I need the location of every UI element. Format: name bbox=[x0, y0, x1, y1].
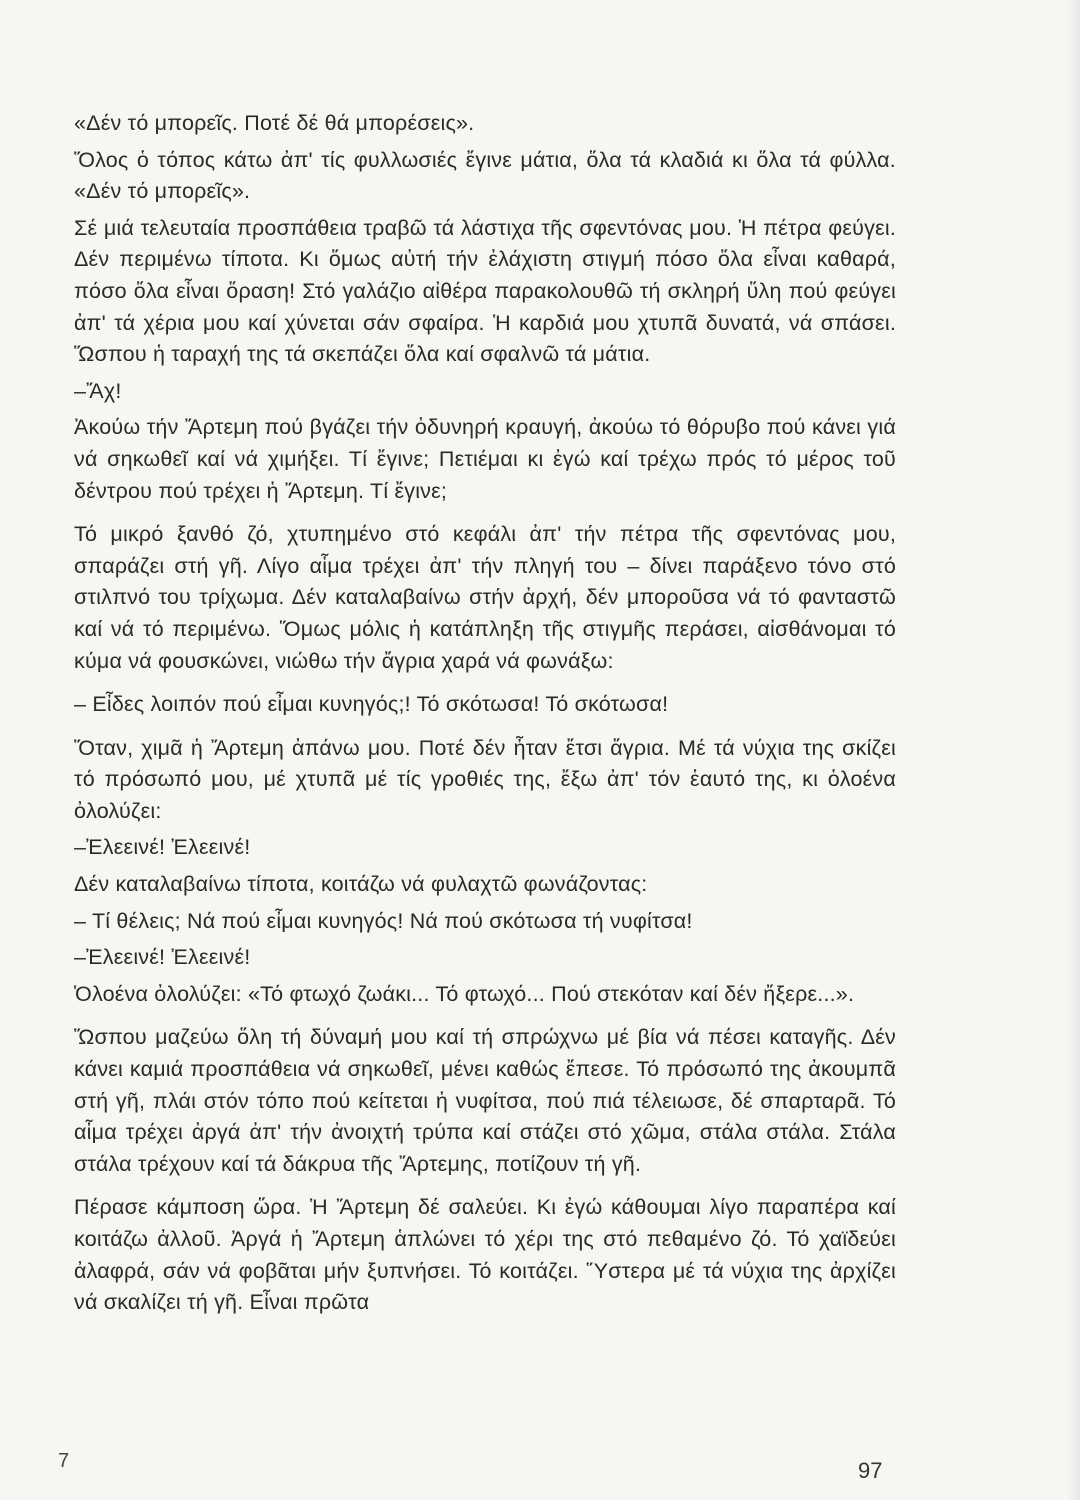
paragraph-3: Σέ μιά τελευταία προσπάθεια τραβῶ τά λάστιχα τῆς σφεντόνας μου. Ἡ πέτρα φεύγει. Δέν περιμένω τίποτα. Κι ὅμως αὐτή τήν ἐλάχιστη στιγμή πόσο ὅλα εἶναι καθαρά, πόσο ὅλα εἶναι ὅραση! Στό γαλάζιο αἰθέρα παρακολουθῶ τή σκληρή ὕλη πού φεύγει ἀπ' τά χέρια μου καί χύνεται σάν σφαίρα. Ἡ καρδιά μου χτυπᾶ δυνατά, νά σπάσει. Ὥσπου ἡ ταραχή της τά σκεπάζει ὅλα καί σφαλνῶ τά μάτια. bbox=[74, 215, 896, 367]
paragraph-11: – Τί θέλεις; Νά πού εἶμαι κυνηγός! Νά πού σκότωσα τή νυφίτσα! bbox=[74, 908, 693, 933]
paragraph-4: –Ἄχ! bbox=[74, 378, 122, 403]
paragraph-6: Τό μικρό ξανθό ζό, χτυπημένο στό κεφάλι ἀπ' τήν πέτρα τῆς σφεντόνας μου, σπαράζει στή γῆ. Λίγο αἷμα τρέχει ἀπ' τήν πληγή του – δίνει παράξενο τόνο στό στιλπνό του τρίχωμα. Δέν καταλαβαίνω στήν ἀρχή, δέν μποροῦσα νά τό φανταστῶ καί νά τό περιμένω. Ὅμως μόλις ἡ κατάπληξη τῆς στιγμῆς περάσει, αἰσθάνομαι τό κύμα νά φουσκώνει, νιώθω τήν ἄγρια χαρά νά φωνάξω: bbox=[74, 522, 896, 673]
paragraph-9: –Ἐλεεινέ! Ἐλεεινέ! bbox=[74, 835, 251, 860]
paragraph-5: Ἀκούω τήν Ἄρτεμη πού βγάζει τήν ὀδυνηρή κραυγή, ἀκούω τό θόρυβο πού κάνει γιά νά σηκωθεῖ καί νά χιμήξει. Τί ἔγινε; Πετιέμαι κι ἐγώ καί τρέχω πρός τό μέρος τοῦ δέντρου πού τρέχει ἡ Ἄρτεμη. Τί ἔγινε; bbox=[74, 415, 896, 503]
paragraph-8: Ὅταν, χιμᾶ ἡ Ἄρτεμη ἀπάνω μου. Ποτέ δέν ἦταν ἔτσι ἄγρια. Μέ τά νύχια της σκίζει τό πρόσωπό μου, μέ χτυπᾶ μέ τίς γροθιές της, ἔξω ἀπ' τόν ἑαυτό της, κι ὁλοένα ὀλολύζει: bbox=[74, 735, 896, 823]
paragraph-10: Δέν καταλαβαίνω τίποτα, κοιτάζω νά φυλαχτῶ φωνάζοντας: bbox=[74, 872, 648, 897]
paragraph-7: – Εἶδες λοιπόν πού εἶμαι κυνηγός;! Τό σκότωσα! Τό σκότωσα! bbox=[74, 692, 669, 717]
body-text bbox=[74, 108, 896, 1324]
paragraph-13: Ὁλοένα ὀλολύζει: «Τό φτωχό ζωάκι... Τό φτωχό... Πού στεκόταν καί δέν ἤξερε...». bbox=[74, 981, 855, 1006]
page-number: 97 bbox=[858, 1458, 883, 1483]
signature-mark: 7 bbox=[58, 1450, 70, 1472]
paragraph-14: Ὥσπου μαζεύω ὅλη τή δύναμή μου καί τή σπρώχνω μέ βία νά πέσει καταγῆς. Δέν κάνει καμιά προσπάθεια νά σηκωθεῖ, μένει καθώς ἔπεσε. Τό πρόσωπό της ἀκουμπᾶ στή γῆ, πλάι στόν τόπο πού κείτεται ἡ νυφίτσα, πού πιά τέλειωσε, δέ σπαρταρᾶ. Τό αἷμα τρέχει ἀργά ἀπ' τήν ἀνοιχτή τρύπα καί στάζει στό χῶμα, στάλα στάλα. Στάλα στάλα τρέχουν καί τά δάκρυα τῆς Ἄρτεμης, ποτίζουν τή γῆ. bbox=[74, 1025, 896, 1176]
paragraph-1: «Δέν τό μπορεῖς. Ποτέ δέ θά μπορέσεις». bbox=[74, 111, 475, 135]
paragraph-15: Πέρασε κάμποση ὥρα. Ἡ Ἄρτεμη δέ σαλεύει. Κι ἐγώ κάθουμαι λίγο παραπέρα καί κοιτάζω ἀλλοῦ. Ἀργά ἡ Ἄρτεμη ἁπλώνει τό χέρι της στό πεθαμένο ζό. Τό χαϊδεύει ἀλαφρά, σάν νά φοβᾶται μήν ξυπνήσει. Τό κοιτάζει. Ὕστερα μέ τά νύχια της ἀρχίζει νά σκαλίζει τή γῆ. Εἶναι πρῶτα bbox=[74, 1195, 896, 1315]
paragraph-12: –Ἐλεεινέ! Ἐλεεινέ! bbox=[74, 945, 251, 970]
page-edge-shadow bbox=[1066, 0, 1080, 1500]
paragraph-2: Ὅλος ὁ τόπος κάτω ἀπ' τίς φυλλωσιές ἔγινε μάτια, ὅλα τά κλαδιά κι ὅλα τά φύλλα. «Δέν τό μπορεῖς». bbox=[74, 147, 896, 204]
